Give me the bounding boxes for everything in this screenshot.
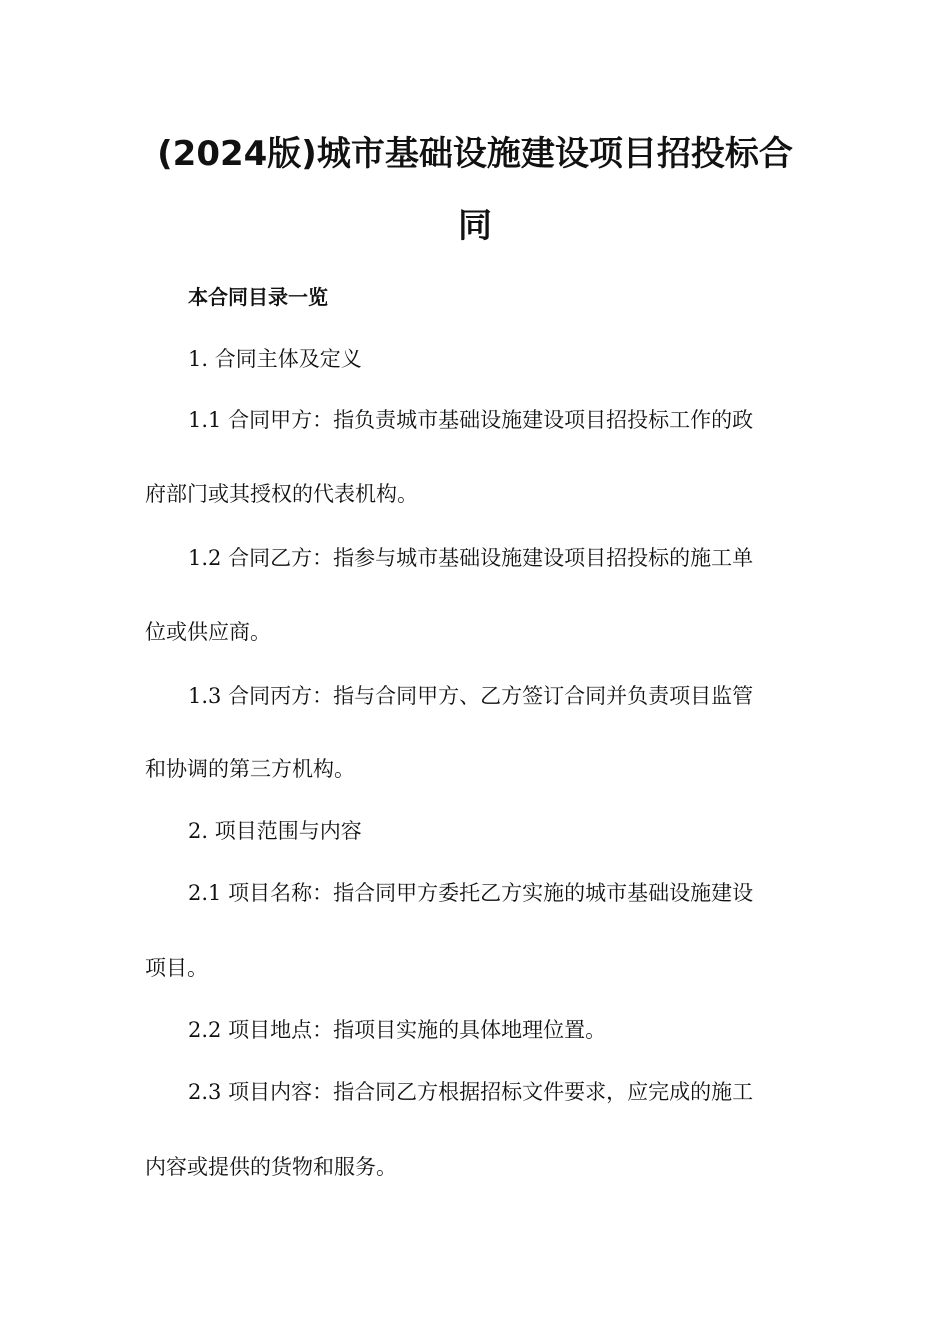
clause-1-2-continued: 位或供应商。	[145, 620, 271, 644]
clause-2-3: 2.3 项目内容：指合同乙方根据招标文件要求，应完成的施工	[188, 1080, 754, 1104]
document-title-line-1: (2024版)城市基础设施建设项目招投标合	[157, 134, 793, 174]
document-title-line-2: 同	[458, 206, 492, 246]
toc-heading: 本合同目录一览	[188, 285, 328, 309]
clause-1-2: 1.2 合同乙方：指参与城市基础设施建设项目招投标的施工单	[188, 546, 754, 570]
clause-2-2: 2.2 项目地点：指项目实施的具体地理位置。	[188, 1018, 607, 1042]
clause-2-1-continued: 项目。	[145, 956, 208, 980]
clause-1-3: 1.3 合同丙方：指与合同甲方、乙方签订合同并负责项目监管	[188, 684, 754, 708]
clause-1-1: 1.1 合同甲方：指负责城市基础设施建设项目招投标工作的政	[188, 408, 754, 432]
clause-2-1: 2.1 项目名称：指合同甲方委托乙方实施的城市基础设施建设	[188, 881, 754, 905]
section-heading-1: 1. 合同主体及定义	[188, 347, 362, 371]
clause-1-3-continued: 和协调的第三方机构。	[145, 757, 355, 781]
section-heading-2: 2. 项目范围与内容	[188, 819, 362, 843]
clause-2-3-continued: 内容或提供的货物和服务。	[145, 1155, 397, 1179]
clause-1-1-continued: 府部门或其授权的代表机构。	[145, 482, 418, 506]
